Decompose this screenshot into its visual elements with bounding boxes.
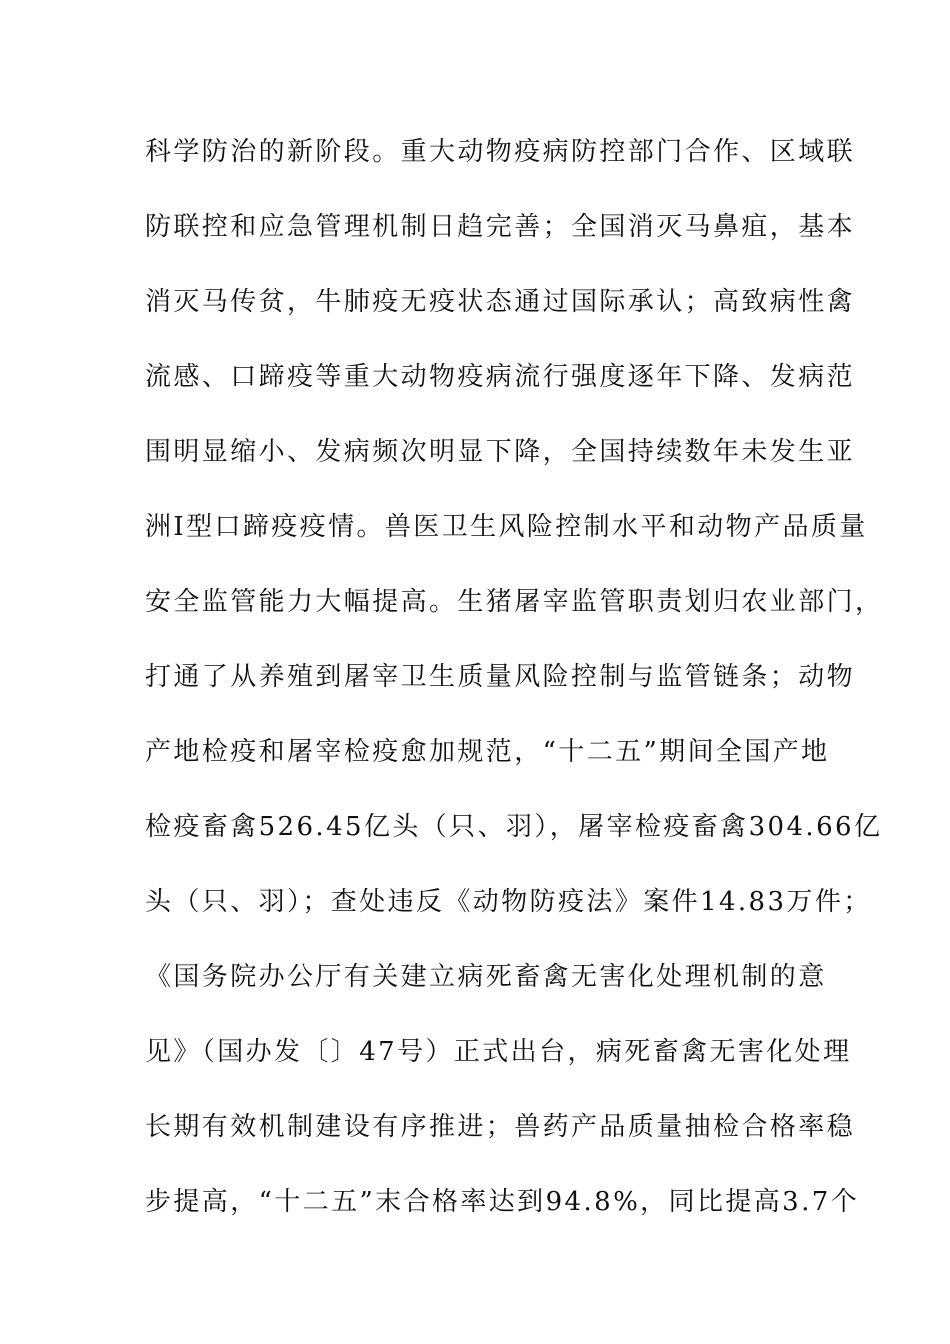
text-line: 头（只、羽）；查处违反《动物防疫法》案件14.83万件； (145, 887, 872, 917)
text-line: 长期有效机制建设有序推进；兽药产品质量抽检合格率稳 (145, 1112, 856, 1142)
text-line: 见》（国办发〔〕47号）正式出台，病死畜禽无害化处理 (145, 1037, 852, 1067)
text-line: 打通了从养殖到屠宰卫生质量风险控制与监管链条；动物 (145, 662, 856, 692)
text-line: 流感、口蹄疫等重大动物疫病流行强度逐年下降、发病范 (145, 362, 856, 392)
text-line: 防联控和应急管理机制日趋完善；全国消灭马鼻疽，基本 (145, 212, 856, 242)
document-body (145, 126, 884, 1251)
text-line: 安全监管能力大幅提高。生猪屠宰监管职责划归农业部门， (145, 587, 884, 617)
text-line: 检疫畜禽526.45亿头（只、羽），屠宰检疫畜禽304.66亿 (145, 812, 883, 842)
text-line: 步提高，“十二五”末合格率达到94.8%，同比提高3.7个 (145, 1187, 860, 1217)
text-line: 《国务院办公厅有关建立病死畜禽无害化处理机制的意 (145, 962, 827, 992)
text-line: 洲I型口蹄疫疫情。兽医卫生风险控制水平和动物产品质量 (145, 512, 868, 542)
text-line: 科学防治的新阶段。重大动物疫病防控部门合作、区域联 (145, 137, 856, 167)
text-line: 消灭马传贫，牛肺疫无疫状态通过国际承认；高致病性禽 (145, 287, 856, 317)
text-line: 产地检疫和屠宰检疫愈加规范，“十二五”期间全国产地 (145, 737, 830, 767)
text-line: 围明显缩小、发病频次明显下降，全国持续数年未发生亚 (145, 437, 856, 467)
